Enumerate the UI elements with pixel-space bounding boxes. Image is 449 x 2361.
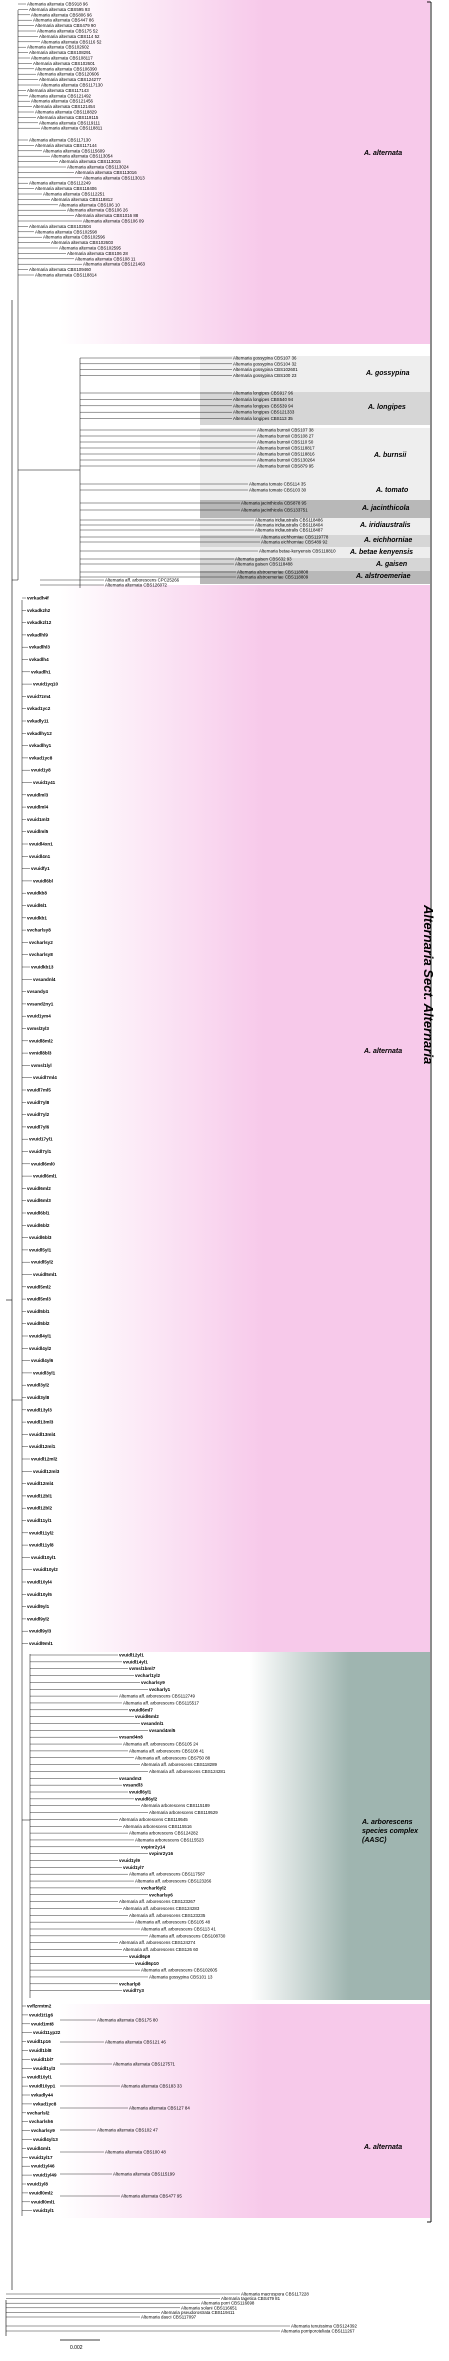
- lower-alternata-tip-label: vvuidl12bl2: [27, 1505, 53, 1511]
- bottom-alternata-tip-label: vvuidl4ml1: [27, 2145, 51, 2151]
- lower-alternata-tip-label: vvuidfy1: [31, 866, 50, 872]
- upper-alternata-tip-label: Alternaria alternata CBS114 52: [39, 33, 100, 39]
- lower-alternata-tip-label: vvuidl12ml4: [27, 1481, 54, 1487]
- bottom-alternata-tip-label: vvuid1mt8: [31, 2021, 54, 2027]
- lower-alternata-tip-label: vvuidl7yl2: [27, 1112, 50, 1118]
- lower-alternata-tip-label: vvuidl10yl1: [31, 1554, 56, 1560]
- longipes-tip-label: Alternaria longipes CBS113 35: [233, 416, 293, 422]
- lower-alternata-tip-label: vvsand2ny1: [27, 1001, 54, 1007]
- bottom-alternata-tip-label: vvuidl1bl7: [31, 2056, 54, 2062]
- aasc-tip-label: vvpinr2y16: [149, 1851, 174, 1857]
- lower-alternata-tip-label: vvuidl6ml1: [33, 1173, 57, 1179]
- bottom-alternata-tip-label: vvuid1yl8: [27, 2181, 48, 2187]
- lower-alternata-tip-label: vvuidl4n1: [29, 853, 51, 859]
- aasc-tip-label: Alternaria aff. arborescens CBS113 41: [141, 1926, 216, 1932]
- aasc-tip-label: vvuidl6p10: [135, 1960, 159, 1966]
- upper-alternata-b-tip-label: Alternaria alternata CBS106 10: [59, 202, 120, 208]
- aasc-tip-label: Alternaria aff. arborescens CBS105 24: [123, 1741, 199, 1747]
- upper-alternata-b-tip-label: Alternaria alternata CBS118406: [35, 186, 97, 192]
- upper-alternata-tip-label: Alternaria alternata CBS447 86: [33, 17, 94, 23]
- aasc-tip-label: vvcharlp8: [119, 1981, 141, 1987]
- lower-alternata-tip-label: vvkad1yc8: [29, 755, 53, 761]
- bottom-alternata-tip-label: vvuidl4yl13: [33, 2137, 58, 2142]
- upper-alternata-b-tip-label: Alternaria alternata CBS117130: [29, 137, 91, 143]
- aasc-tip-label: vvsand4ml5: [149, 1727, 176, 1733]
- lower-alternata-tip-label: vvuidl11yl2: [29, 1530, 54, 1536]
- lower-alternata-tip-label: vvuidl5ml3: [27, 1296, 51, 1302]
- lower-alternata-tip-label: vvuidl12ml2: [31, 1456, 58, 1462]
- gaisen-tip-label: Alternaria gaisen CBS118488: [235, 561, 293, 567]
- bottom-alternata-tip-label: vvuidl0ml2: [29, 2190, 53, 2196]
- lower-alternata-tip-label: vvuidl10yl5: [27, 1591, 52, 1597]
- upper-alternata-tip-label: Alternaria alternata CBS102601: [33, 60, 95, 66]
- upper-alternata-tip-label: Alternaria alternata CBS108291: [29, 50, 91, 56]
- aasc-tip-label: Alternaria arborescens CBS115516: [123, 1823, 192, 1829]
- clade-label-alternata-3: A. alternata: [364, 2144, 403, 2151]
- upper-alternata-tip-label: Alternaria alternata CBS121492: [29, 93, 91, 99]
- lower-alternata-tip-label: vvkadlhy1: [29, 743, 52, 749]
- aasc-tip-label: Alternaria arborescens CBS119529: [149, 1810, 218, 1816]
- lower-alternata-tip-label: vvuidl9yl3: [29, 1628, 52, 1634]
- bottom-alternata-tip-label: vvuidl10yl1: [27, 2074, 52, 2080]
- lower-alternata-tip-label: vvmsl1lyl: [31, 1062, 52, 1068]
- bottom-alternata-ref-tip-label: Alternaria alternata CBS102 47: [97, 2127, 158, 2133]
- upper-alternata-b-tip-label: Alternaria alternata CBS106 09: [83, 218, 144, 224]
- bottom-alternata-tip-label: vvuidl1bl8: [29, 2048, 52, 2053]
- upper-alternata-tip-label: Alternaria alternata CBS121454: [33, 104, 95, 110]
- lower-alternata-tip-label: vvuidkb13: [31, 964, 54, 970]
- aasc-tip-label: vvmsl1bml7: [129, 1666, 156, 1672]
- gossypina-tip-label: Alternaria gossypina CBS107 36: [233, 355, 297, 361]
- aasc-tip-label: Alternaria aff. arborescens CBS124283: [123, 1905, 200, 1911]
- gossypina-tip-label: Alternaria gossypina CBS100 23: [233, 372, 297, 378]
- lower-alternata-tip-label: vvuidl6bl3: [29, 1235, 52, 1241]
- upper-alternata-tip-label: Alternaria alternata CBS116 52: [41, 39, 102, 45]
- upper-alternata-b-tip-label: Alternaria alternata CBS113016: [75, 169, 137, 175]
- upper-alternata-tip-label: Alternaria alternata CBS595 93: [29, 6, 90, 12]
- lower-alternata-tip-label: vvuidl7yl8: [27, 1099, 50, 1105]
- upper-alternata-b-tip-label: Alternaria alternata CBS106 26: [67, 207, 128, 213]
- upper-alternata-tip-label: Alternaria alternata CBS918 96: [27, 1, 88, 7]
- upper-alternata-tip-label: Alternaria alternata CBS120606: [37, 71, 99, 77]
- lower-alternata-tip-label: vvcharlsy8: [29, 952, 53, 958]
- alstroemeriae-tip-label: Alternaria alstroemeriae CBS118809: [237, 574, 309, 580]
- aasc-tip-label: Alternaria aff. arborescens CBS112749: [119, 1693, 195, 1699]
- bottom-alternata-tip-label: vvkad1yc8: [33, 2101, 57, 2107]
- upper-alternata-b-tip-label: Alternaria alternata CBS102603: [51, 240, 113, 246]
- lower-alternata-tip-label: vvuid1ym4: [27, 1013, 51, 1019]
- aasc-tip-label: Alternaria aff. arborescens CBS118289: [141, 1762, 217, 1768]
- burnsii-tip-label: Alternaria burnsii CBS879 95: [257, 463, 314, 469]
- lower-alternata-tip-label: vvsandy4: [27, 989, 48, 995]
- upper-alternata-b-tip-label: Alternaria alternata CBS113015: [59, 159, 121, 165]
- lower-alternata-tip-label: vvuidl11yl8: [29, 1542, 54, 1548]
- aasc-tip-label: vvuidl6p9: [129, 1953, 151, 1959]
- longipes-tip-label: Alternaria longipes CBS121333: [233, 409, 295, 415]
- aasc-tip-label: vvcharlsy9: [141, 1679, 165, 1685]
- upper-alternata-tip-label: Alternaria alternata CBS117130: [41, 82, 103, 88]
- clade-label-gossypina: A. gossypina: [366, 370, 410, 377]
- bottom-alternata-tip-label: vvuidl0ml1: [31, 2199, 55, 2205]
- tomato-tip-label: Alternaria tomato CBS114 35: [249, 481, 306, 487]
- upper-alternata-tip-label: Alternaria alternata CBS119115: [37, 114, 99, 120]
- aasc-tip-label: Alternaria aff. arborescens CBS126 60: [123, 1947, 199, 1953]
- aasc-tip-label: Alternaria aff. arborescens CBS108730: [149, 1933, 226, 1939]
- lower-alternata-tip-label: vvuidl6bl2: [27, 1222, 50, 1228]
- lower-alternata-tip-label: vvuid7zm4: [27, 693, 51, 699]
- lower-alternata-tip-label: vvuidl7ml4: [33, 1075, 57, 1081]
- bottom-alternata-tip-label: vvuid1yl1: [33, 2208, 54, 2214]
- lower-alternata-tip-label: vvuidl12ml3: [33, 1468, 60, 1474]
- lower-alternata-tip-label: vvuidl9yl1: [27, 1604, 50, 1610]
- lower-alternata-tip-label: vvuidl3yl1: [33, 1370, 56, 1376]
- bottom-alternata-tip-label: vvuid1yl46: [31, 2163, 55, 2169]
- eichhorniae-tip-label: Alternaria eichhorniae CBS489 92: [261, 539, 328, 545]
- clade-band-11: [60, 582, 430, 1652]
- lower-alternata-tip-label: vvuidl4yl1: [29, 1333, 52, 1339]
- lower-alternata-tip-label: vvuid17yl1: [29, 1136, 53, 1142]
- aasc-tip-label: vvsandl3: [123, 1782, 143, 1788]
- aasc-tip-label: Alternaria gossypina CBS101 13: [149, 1974, 213, 1980]
- aasc-tip-label: Alternaria aff. arborescens CBS115517: [123, 1700, 199, 1706]
- jacinthicola-tip-label: Alternaria jacinthicola CBS878 95: [241, 500, 307, 506]
- lower-alternata-tip-label: vvuidl3yl8: [27, 1395, 50, 1400]
- aasc-tip-label: Alternaria arborescens CBS115189: [141, 1803, 210, 1809]
- lower-alternata-tip-label: vvuidl5yl2: [31, 1259, 54, 1265]
- clade-label-longipes: A. longipes: [368, 404, 406, 411]
- bottom-alternata-tip-label: vvcharlsy9: [31, 2128, 55, 2134]
- aasc-tip-label: vvuidl7y3: [123, 1988, 144, 1994]
- lower-alternata-tip-label: vvuidl9yl2: [27, 1616, 50, 1622]
- clade-label-alstroemeriae: A. alstroemeriae: [356, 573, 411, 580]
- eichhorniae-tip-label: Alternaria eichhorniae CBS119778: [261, 534, 329, 540]
- lower-alternata-tip-label: vvkadlhl3: [29, 644, 50, 650]
- upper-alternata-tip-label: Alternaria alternata CBS117143: [27, 87, 89, 93]
- upper-alternata-tip-label: Alternaria alternata CBS124277: [39, 77, 101, 83]
- aasc-tip-label: vvuidl6yl1: [129, 1789, 152, 1795]
- lower-alternata-tip-label: vvuid1y8: [31, 767, 51, 773]
- lower-alternata-tip-label: vvkadlhy12: [27, 730, 52, 736]
- clade-label-jacinthicola: A. jacinthicola: [362, 505, 410, 512]
- aasc-tip-label: vvuid1yl7: [123, 1864, 144, 1870]
- clade-label-iridiaustralis: A. iridiaustralis: [360, 522, 411, 529]
- outgroup-b-tip-label: Alternaria porriporoteliata CBS111267: [281, 2328, 355, 2334]
- lower-alternata-tip-label: vvuidl6ml0: [31, 1161, 55, 1167]
- longipes-tip-label: Alternaria longipes CBS540 94: [233, 396, 294, 402]
- iridiaustralis-tip-label: Alternaria iridiaustralis CBS118486: [255, 517, 323, 523]
- upper-alternata-b-tip-label: Alternaria alternata CBS112249: [29, 180, 91, 186]
- outgroup-a-tip-label: Alternaria solani CBS116651: [181, 2305, 238, 2311]
- aasc-tip-label: Alternaria aff. arborescens CBS123267: [119, 1899, 196, 1905]
- iridiaustralis-tip-label: Alternaria iridiaustralis CBS118487: [255, 527, 323, 533]
- lower-alternata-tip-label: vvuidl5bl1: [27, 1308, 50, 1314]
- outgroup-a-tip-label: Alternaria porri CBS116698: [201, 2300, 255, 2306]
- clade-label-betae-kenyensis: A. betae kenyensis: [350, 549, 414, 556]
- lower-alternata-tip-label: vvkadlhl9: [27, 632, 48, 638]
- aasc-tip-label: Alternaria aff. arborescens CBS105 48: [135, 1919, 211, 1925]
- lower-alternata-tip-label: vvrkadh4f: [27, 595, 49, 601]
- upper-alternata-tip-label: Alternaria alternata CBS102602: [27, 44, 89, 50]
- upper-alternata-tip-label: Alternaria alternata CBS118829: [35, 109, 97, 115]
- bottom-alternata-tip-label: vvkadly44: [31, 2092, 53, 2098]
- clade-label-gaisen: A. gaisen: [376, 561, 408, 568]
- alstroemeriae-tip-label: Alternaria alstroemeriae CBS118808: [237, 569, 309, 575]
- upper-alternata-b-tip-label: Alternaria alternata CBS102598: [35, 229, 97, 235]
- lower-alternata-tip-label: vvkadkzl12: [27, 620, 52, 626]
- aasc-tip-label: Alternaria arborescens CBS119545: [119, 1816, 188, 1822]
- aasc-tip-label: vvuidl12yl1: [119, 1652, 144, 1658]
- outgroup-a-tip-label: Alternaria pseudorostrata CBS119411: [161, 2309, 235, 2315]
- clade-label-eichhorniae: A. eichhorniae: [364, 537, 413, 544]
- bottom-alternata-tip-label: vvuidl10yp1: [29, 2083, 56, 2089]
- upper-alternata-b-tip-label: Alternaria alternata CBS109460: [29, 267, 91, 273]
- lower-alternata-tip-label: vvuidl4yl2: [29, 1345, 52, 1351]
- clade-label-tomato: A. tomato: [376, 487, 409, 494]
- aasc-tip-label: vvuidl6ml2: [135, 1714, 159, 1720]
- clade-label-alternata-1: A. alternata: [364, 150, 403, 157]
- lower-alternata-tip-label: vvkad1yc2: [27, 706, 51, 712]
- longipes-tip-label: Alternaria longipes CBS539 94: [233, 403, 294, 409]
- aasc-tip-label: Alternaria arborescens CBS115523: [135, 1837, 204, 1843]
- lower-alternata-tip-label: vvuidl10yl2: [33, 1567, 58, 1573]
- bottom-alternata-tip-label: vvcharlsl2: [27, 2110, 50, 2116]
- bottom-alternata-ref-tip-label: Alternaria alternata CBS127 84: [129, 2105, 190, 2111]
- lower-alternata-tip-label: vvuid1yq10: [33, 681, 59, 687]
- lower-alternata-tip-label: vvuidkb8: [27, 890, 47, 896]
- aasc-tip-label: Alternaria aff. arborescens CBS102605: [141, 1967, 218, 1973]
- upper-alternata-tip-label: Alternaria alternata CBS118811: [41, 125, 103, 131]
- lower-alternata-tip-label: vvuidl6bl: [33, 878, 53, 884]
- clade-label-aasc: A. arborescens species complex (AASC): [362, 1819, 419, 1844]
- lower-alternata-tip-label: vvuidl5ml2: [27, 1284, 51, 1290]
- aasc-tip-label: Alternaria aff. arborescens CBS117587: [129, 1871, 205, 1877]
- lower-alternata-tip-label: vvuidl13ml4: [29, 1431, 56, 1437]
- lower-alternata-tip-label: vvnidl8bl3: [29, 1050, 52, 1056]
- upper-alternata-b-tip-label: Alternaria alternata CBS112251: [43, 191, 105, 197]
- aasc-tip-label: Alternaria aff. arborescens CBS124274: [119, 1940, 196, 1946]
- lower-alternata-tip-label: vvkadlh4: [29, 657, 49, 662]
- bottom-alternata-ref-tip-label: Alternaria alternata CBS183 33: [121, 2083, 182, 2089]
- upper-alternata-b-tip-label: Alternaria alternata CBS106 28: [67, 250, 128, 256]
- upper-alternata-b-tip-label: Alternaria alternata CBS102595: [59, 245, 121, 251]
- outgroup-a-tip-label: Alternaria macrospora CBS117228: [241, 2291, 309, 2297]
- lower-alternata-tip-label: vvuidl4xn1: [29, 841, 53, 847]
- aasc-tip-label: vvsandnl1: [141, 1721, 164, 1726]
- lower-alternata-tip-label: vvkadly11: [27, 718, 49, 724]
- lower-alternata-tip-label: vvuidl5bl2: [27, 1321, 50, 1327]
- aasc-tip-label: vvsand4n8: [119, 1734, 143, 1740]
- bottom-alternata-tip-label: vvuid1yl17: [29, 2154, 53, 2160]
- iridiaustralis-tip-label: Alternaria iridiaustralis CBS118404: [255, 522, 323, 528]
- aasc-tip-label: vvcharl6yl2: [141, 1885, 167, 1891]
- lower-alternata-tip-label: vvsandnl4: [33, 976, 56, 982]
- burnsii-tip-label: Alternaria burnsii CBS110 50: [257, 439, 314, 445]
- bottom-alternata-ref-tip-label: Alternaria alternata CBS100 48: [105, 2149, 166, 2155]
- lower-alternata-tip-label: vvuidkb1: [27, 915, 47, 921]
- bottom-alternata-tip-label: vvuidl1p16: [27, 2039, 51, 2045]
- lower-alternata-tip-label: vvuidl8ml2: [29, 1038, 53, 1044]
- scale-bar-label: 0.002: [70, 2345, 83, 2351]
- lower-alternata-tip-label: vvuidl7yl6: [27, 1124, 50, 1130]
- aasc-tip-label: Alternaria aff. arborescens CBS108 41: [129, 1748, 205, 1754]
- aasc-tip-label: vvuidl6yl2: [135, 1796, 158, 1802]
- upper-alternata-tip-label: Alternaria alternata CBS106390: [35, 66, 97, 72]
- upper-alternata-b-tip-label: Alternaria alternata CBS102596: [43, 234, 105, 240]
- clade-label-alternata-2: A. alternata: [364, 1048, 403, 1055]
- upper-alternata-b-tip-label: Alternaria alternata CBS118812: [51, 196, 113, 202]
- upper-alternata-b-tip-label: Alternaria alternata CBS117144: [35, 142, 97, 148]
- lower-alternata-tip-label: vvuidl6ml2: [27, 1185, 51, 1191]
- lower-alternata-tip-label: vvuidl6ml3: [27, 1198, 51, 1204]
- aasc-tip-label: Alternaria aff. arborescens CBS750 88: [135, 1755, 211, 1761]
- clade-label-burnsii: A. burnsii: [374, 452, 407, 459]
- lower-alternata-tip-label: vvuidl13yl3: [27, 1407, 52, 1413]
- aasc-tip-label: vvuidl6ml7: [129, 1707, 153, 1713]
- outgroup-a-tip-label: Alternaria dauci CBS117097: [141, 2314, 197, 2320]
- clade-band-13: [60, 2004, 430, 2218]
- upper-alternata-tip-label: Alternaria alternata CBS806 96: [31, 12, 92, 18]
- aasc-tip-label: vvcharly1: [149, 1686, 171, 1692]
- upper-alternata-b-tip-label: Alternaria alternata CBS113013: [83, 175, 145, 181]
- lower-alternata-tip-label: vvcharlsy8: [27, 927, 51, 933]
- upper-alternata-b-tip-label: Alternaria alternata CBS121463: [83, 261, 145, 267]
- aasc-tip-label: vvuid1yl9: [119, 1858, 140, 1863]
- jacinthicola-tip-label: Alternaria jacinthicola CBS133751: [241, 507, 308, 513]
- aasc-tip-label: vvcharlsy6: [149, 1892, 173, 1898]
- bottom-alternata-ref-tip-label: Alternaria alternata CBS127571: [113, 2061, 175, 2067]
- bottom-alternata-tip-label: vvuid1yl49: [33, 2172, 57, 2178]
- aasc-tip-label: vvpinr2y14: [141, 1844, 166, 1850]
- bottom-alternata-tip-label: vvflzrmtm2: [27, 2003, 52, 2009]
- bottom-alternata-ref-tip-label: Alternaria alternata CBS115199: [113, 2171, 175, 2177]
- lower-alternata-tip-label: vvkadlh1: [31, 669, 51, 675]
- lower-alternata-tip-label: vvuidl9ml1: [29, 1641, 53, 1646]
- lower-alternata-tip-label: vvuidl6bl1: [27, 1210, 50, 1216]
- aasc-tip-label: vvuidl14yl1: [123, 1659, 148, 1665]
- section-label: Alternaria Sect. Alternaria: [421, 905, 436, 1065]
- lower-alternata-tip-label: vvuid1ml3: [27, 816, 50, 822]
- upper-alternata-b-tip-label: Alternaria alternata CBS108 11: [75, 256, 136, 262]
- upper-alternata-tip-label: Alternaria alternata CBS121456: [31, 98, 93, 104]
- bottom-alternata-tip-label: vvuid1t1g6: [29, 2012, 53, 2018]
- tomato-tip-label: Alternaria tomato CBS103 30: [249, 487, 307, 493]
- aasc-tip-label: Alternaria aff. arborescens CBS123235: [129, 1912, 206, 1918]
- bottom-alternata-ref-tip-label: Alternaria alternata CBS175 80: [97, 2017, 158, 2023]
- aasc-tip-label: Alternaria aff. arborescens CBS123266: [135, 1878, 212, 1884]
- mid-outliers-tip-label: Alternaria aff. arborescens CPC25266: [105, 577, 180, 583]
- burnsii-tip-label: Alternaria burnsii CBS108 27: [257, 433, 314, 439]
- lower-alternata-tip-label: vvuidl5yl1: [29, 1247, 52, 1253]
- lower-alternata-tip-label: vvuidl7ml5: [27, 1087, 51, 1093]
- upper-alternata-b-tip-label: Alternaria alternata CBS113054: [51, 153, 113, 159]
- bottom-alternata-ref-tip-label: Alternaria alternata CBS477 95: [121, 2193, 182, 2199]
- aasc-tip-label: vvcharl1yl2: [135, 1673, 161, 1679]
- lower-alternata-tip-label: vvuidlml5: [27, 829, 49, 835]
- outgroup-b-tip-label: Alternaria tenuissima CBS124392: [291, 2323, 357, 2329]
- aasc-tip-label: Alternaria aff. arborescens CBS124281: [149, 1768, 226, 1774]
- upper-alternata-tip-label: Alternaria alternata CBS119111: [39, 120, 101, 126]
- lower-alternata-tip-label: vvuidl7yl1: [29, 1149, 52, 1154]
- lower-alternata-tip-label: vvmsl3yl3: [27, 1026, 49, 1031]
- upper-alternata-b-tip-label: Alternaria alternata CBS115609: [43, 148, 105, 154]
- upper-alternata-tip-label: Alternaria alternata CBS108117: [31, 55, 93, 61]
- lower-alternata-tip-label: vvuidl12bl1: [27, 1493, 53, 1499]
- lower-alternata-tip-label: vvuidl13ml3: [27, 1419, 54, 1425]
- lower-alternata-tip-label: vvuidl5ml1: [33, 1272, 57, 1277]
- upper-alternata-tip-label: Alternaria alternata CBS479 90: [35, 23, 96, 29]
- upper-alternata-b-tip-label: Alternaria alternata CBS118814: [35, 272, 97, 278]
- burnsii-tip-label: Alternaria burnsii CBS118817: [257, 445, 315, 451]
- lower-alternata-tip-label: vvuid1y41: [33, 780, 56, 785]
- upper-alternata-b-tip-label: Alternaria alternata CBS113024: [67, 164, 129, 170]
- longipes-tip-label: Alternaria longipes CBS917 96: [233, 390, 294, 396]
- aasc-tip-label: vvsandm3: [119, 1775, 142, 1781]
- burnsii-tip-label: Alternaria burnsii CBS130264: [257, 457, 315, 463]
- outgroup-a-tip-label: Alternaria tagetica CBS479 81: [221, 2296, 281, 2302]
- bottom-alternata-ref-tip-label: Alternaria alternata CBS121 46: [105, 2039, 166, 2045]
- burnsii-tip-label: Alternaria burnsii CBS118816: [257, 451, 315, 457]
- mid-outliers-tip-label: Alternaria alternata CBS126072: [105, 582, 167, 588]
- upper-alternata-tip-label: Alternaria alternata CBS175 52: [37, 28, 98, 34]
- burnsii-tip-label: Alternaria burnsii CBS107 38: [257, 427, 314, 433]
- gossypina-tip-label: Alternaria gossypina CBS102601: [233, 367, 298, 373]
- lower-alternata-tip-label: vvuidl6l1: [27, 903, 47, 908]
- lower-alternata-tip-label: vvuidl12ml1: [29, 1444, 56, 1450]
- lower-alternata-tip-label: vvuidlml3: [27, 792, 49, 798]
- bottom-alternata-tip-label: vvuid11yp22: [33, 2030, 61, 2036]
- gossypina-tip-label: Alternaria gossypina CBS104 32: [233, 361, 297, 367]
- lower-alternata-tip-label: vvkadkzh2: [27, 607, 51, 613]
- gaisen-tip-label: Alternaria gaisen CBS632 93: [235, 556, 292, 562]
- aasc-tip-label: Alternaria arborescens CBS124282: [129, 1830, 199, 1836]
- bottom-alternata-tip-label: vvuidl1yl3: [33, 2065, 56, 2071]
- lower-alternata-tip-label: vvuidl11yl1: [27, 1518, 52, 1523]
- lower-alternata-tip-label: vvuidl4yl6: [31, 1358, 54, 1364]
- lower-alternata-tip-label: vvuidl3yl2: [27, 1382, 50, 1388]
- betae-kenyensis-tip-label: Alternaria betae-kenyensis CBS118810: [259, 548, 336, 554]
- lower-alternata-tip-label: vvuidl10yl4: [27, 1579, 52, 1585]
- bottom-alternata-tip-label: vvcharlsh6: [29, 2119, 54, 2125]
- lower-alternata-tip-label: vvuidlml4: [27, 804, 49, 810]
- upper-alternata-b-tip-label: Alternaria alternata CBS1016 88: [75, 213, 139, 219]
- lower-alternata-tip-label: vvcharlsy2: [29, 939, 53, 945]
- upper-alternata-b-tip-label: Alternaria alternata CBS102604: [29, 223, 91, 229]
